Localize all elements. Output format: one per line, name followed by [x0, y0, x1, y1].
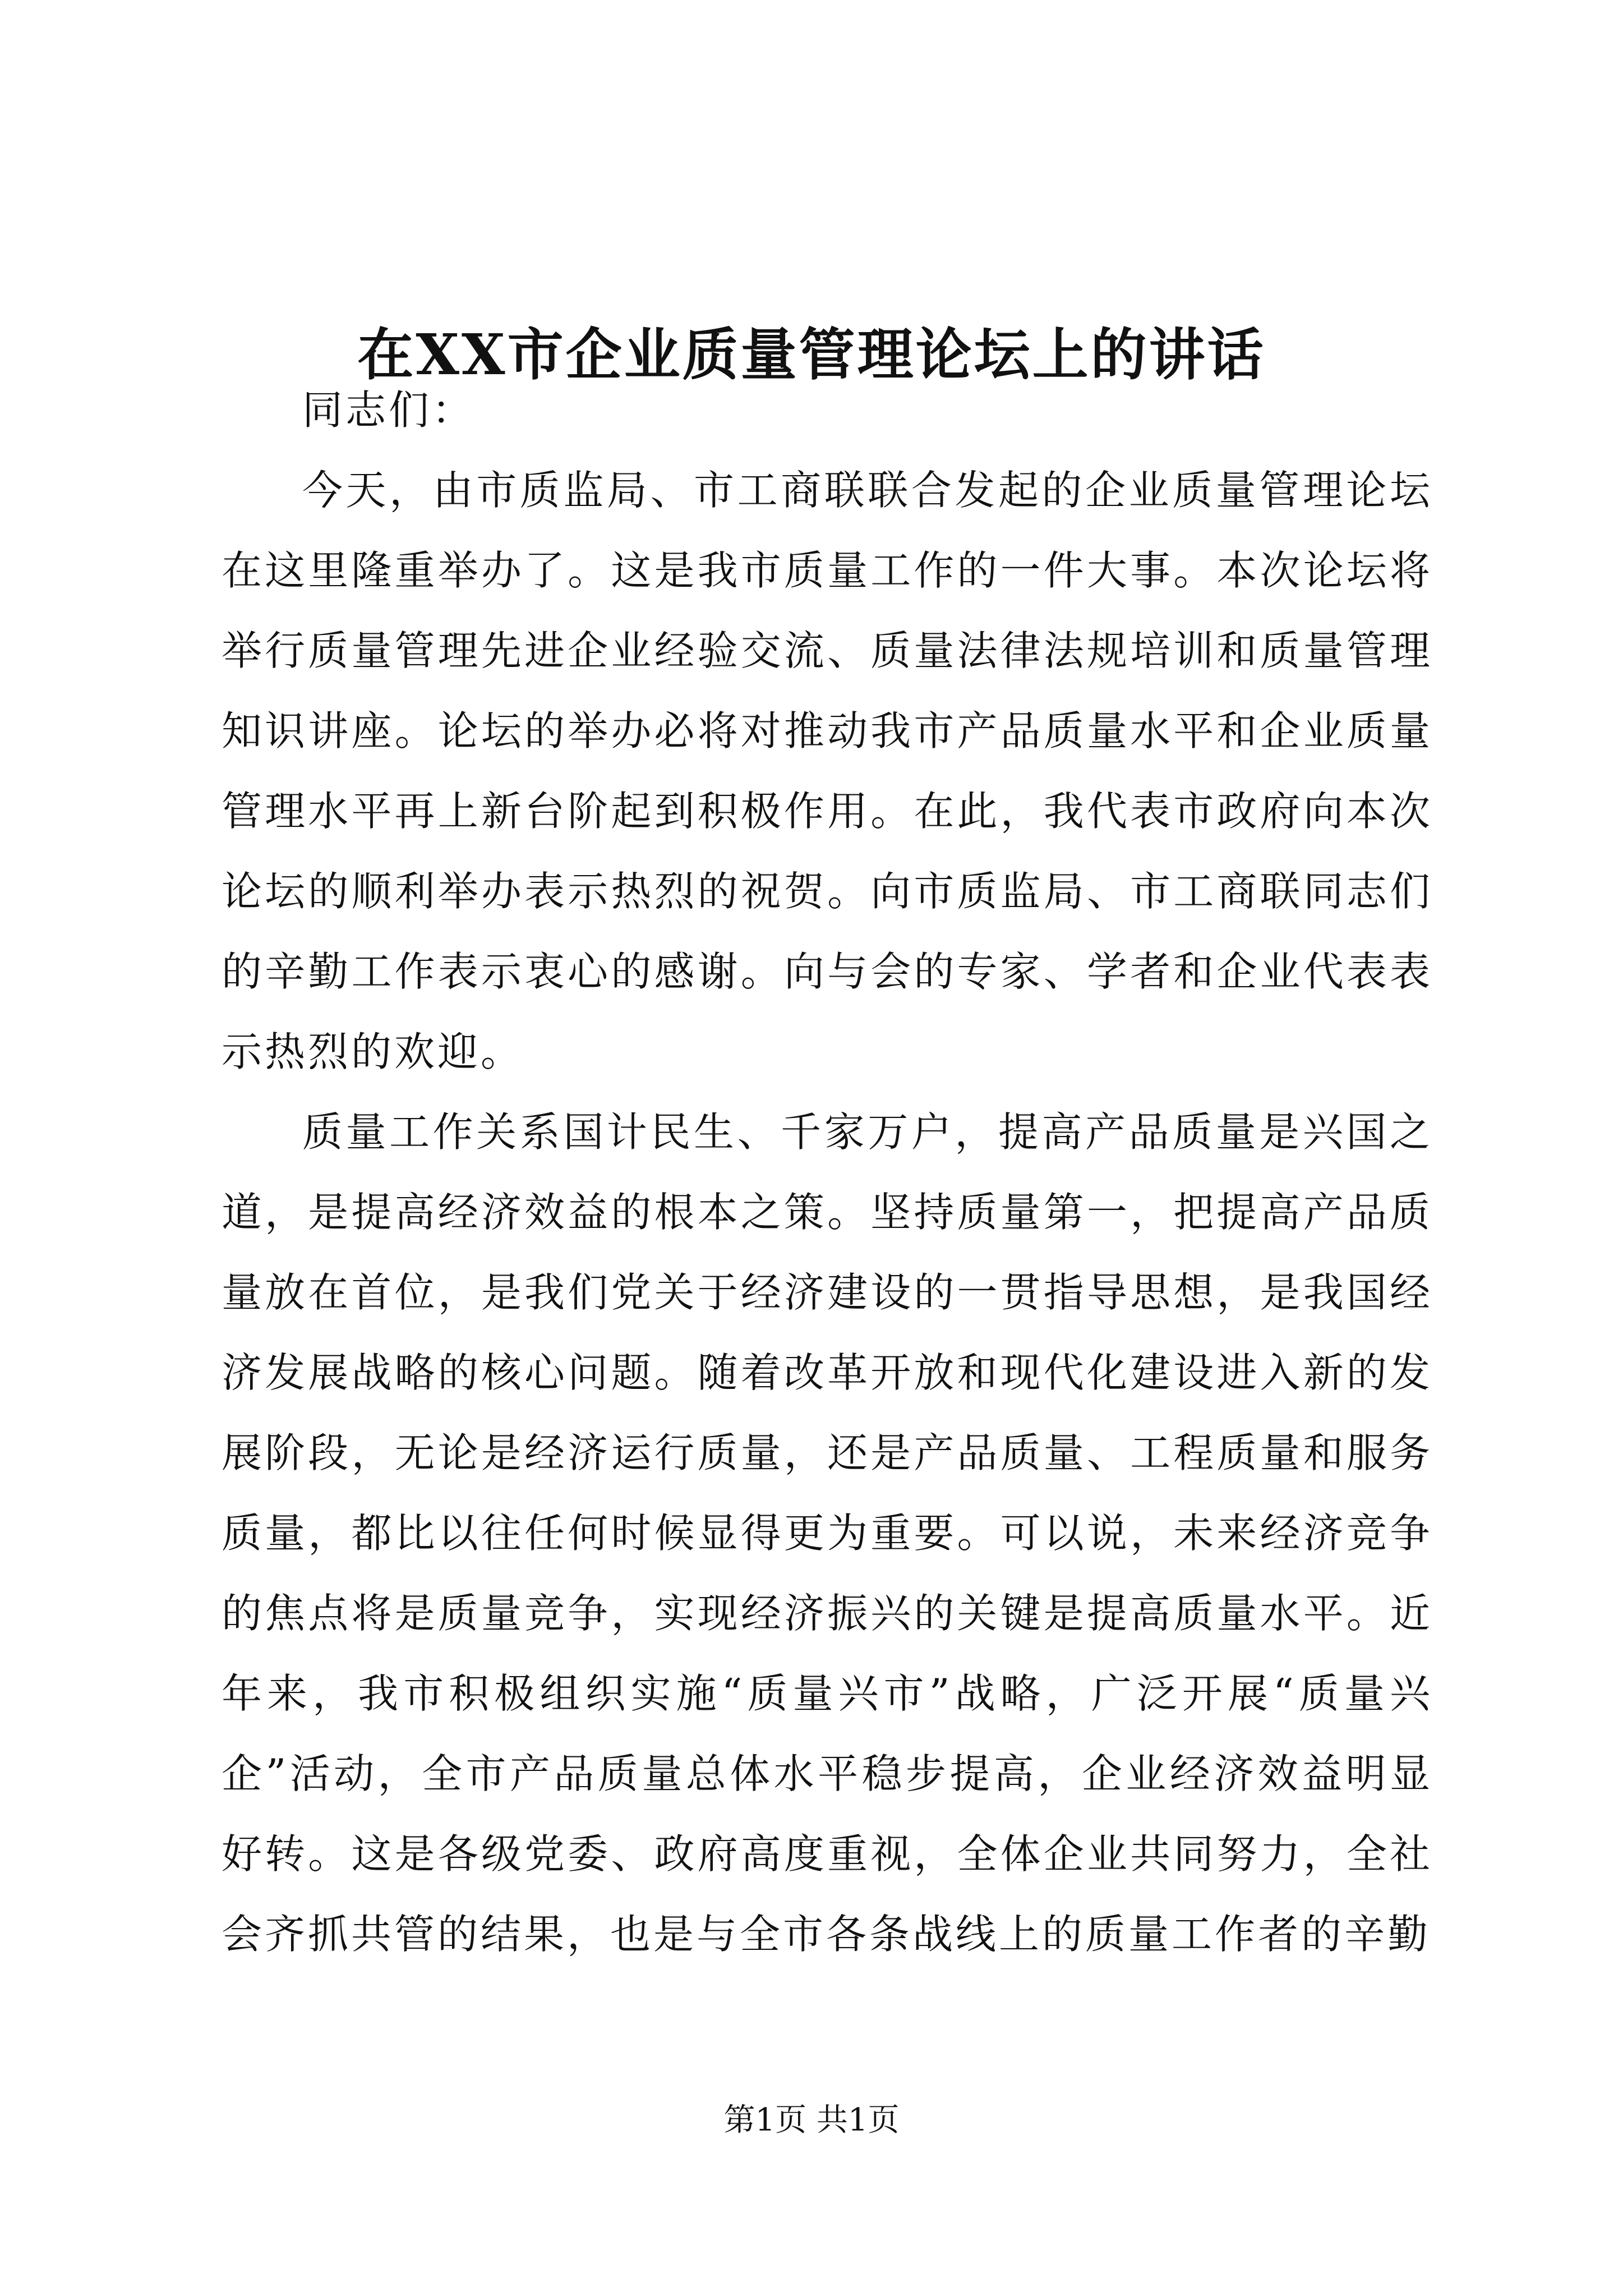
paragraph: 质量工作关系国计民生、千家万户，提高产品质量是兴国之道，是提高经济效益的根本之策。坚持质量第一，把提高产品质量放在首位，是我们党关于经济建设的一贯指导思想，是我国经济发展战略的核心问题。随着改革开放和现代化建设进入新的发展阶段，无论是经济运行质量，还是产品质量、工程质量和服务质量，都比以往任何时候显得更为重要。可以说，未来经济竞争的焦点将是质量竞争，实现经济振兴的关键是提高质量水平。近年来，我市积极组织实施“质量兴市”战略，广泛开展“质量兴企”活动，全市产品质量总体水平稳步提高，企业经济效益明显好转。这是各级党委、政府高度重视，全体企业共同努力，全社会齐抓共管的结果，也是与全市各条战线上的质量工作者的辛勤	[222, 1108, 1433, 1958]
page-number-footer: 第1页 共1页	[723, 2102, 900, 2138]
paragraph: 今天，由市质监局、市工商联联合发起的企业质量管理论坛在这里隆重举办了。这是我市质量工作的一件大事。本次论坛将举行质量管理先进企业经验交流、质量法律法规培训和质量管理知识讲座。论坛的举办必将对推动我市产品质量水平和企业质量管理水平再上新台阶起到积极作用。在此，我代表市政府向本次论坛的顺利举办表示热烈的祝贺。向市质监局、市工商联同志们的辛勤工作表示衷心的感谢。向与会的专家、学者和企业代表表示热烈的欢迎。	[222, 467, 1433, 1075]
greeting: 同志们：	[302, 386, 476, 434]
document-title: 在XX市企业质量管理论坛上的讲话	[357, 321, 1266, 388]
document-body	[222, 370, 1433, 1975]
